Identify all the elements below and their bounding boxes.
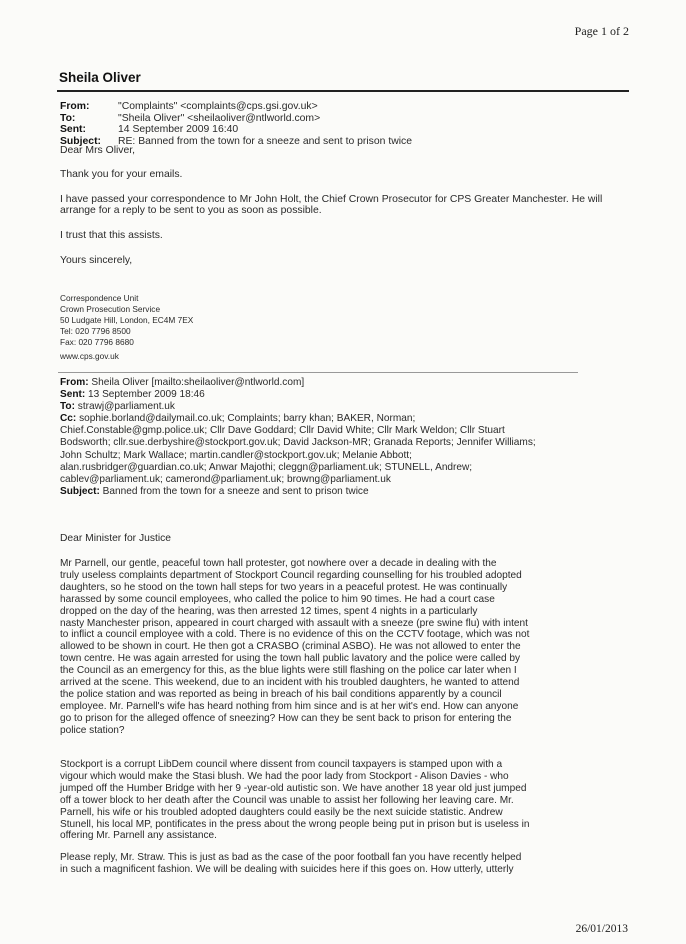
cc-line: sophie.borland@dailymail.co.uk; Complaints; barry khan; BAKER, Norman; <box>79 413 416 425</box>
from-value: "Complaints" <complaints@cps.gsi.gov.uk> <box>118 101 318 112</box>
original-from-row <box>60 377 536 389</box>
quoted-message-divider <box>58 372 578 373</box>
original-subject-value: Banned from the town for a sneeze and sent to prison twice <box>102 485 369 497</box>
sender-name: Sheila Oliver <box>59 70 141 85</box>
original-to-row <box>60 401 536 413</box>
signature-line: Correspondence Unit <box>60 293 139 303</box>
signature-line: Crown Prosecution Service <box>60 303 161 314</box>
text-line: go to prison for the alleged offence of sneezing? How can they be sent back to prison for entering the <box>60 712 512 724</box>
letter-paragraph-1 <box>60 558 640 737</box>
text-line: Stockport is a corrupt LibDem council where dissent from council taxpayers is stamped upon with a <box>60 759 503 770</box>
text-line: offering Mr. Parnell any assistance. <box>60 830 217 842</box>
letter-paragraph-2 <box>60 759 640 842</box>
subject-value: RE: Banned from the town for a sneeze and sent to prison twice <box>118 135 412 147</box>
text-line: Parnell, his wife or his troubled adopted daughters could easily be the next suicide statistic. Andrew <box>60 806 503 818</box>
signature-line: 50 Ludgate Hill, London, EC4M 7EX <box>60 314 194 325</box>
sent-label: Sent: <box>60 124 86 136</box>
to-row <box>60 113 412 125</box>
original-to-label: To: <box>60 401 75 413</box>
to-label: To: <box>60 112 76 124</box>
text-line: police station? <box>60 724 125 736</box>
reply-paragraph: I trust that this assists. <box>60 230 163 242</box>
sent-value: 14 September 2009 16:40 <box>118 124 239 136</box>
reply-signoff: Yours sincerely, <box>60 254 133 266</box>
original-cc-label: Cc: <box>60 413 77 425</box>
reply-greeting: Dear Mrs Oliver, <box>60 145 136 156</box>
cc-line: John Schultz; Mark Wallace; martin.candler@stockport.gov.uk; Melanie Abbott; <box>60 449 412 461</box>
original-sent-row <box>60 389 536 401</box>
cc-line: cablev@parliament.uk; camerond@parliament.uk; browng@parliament.uk <box>60 473 391 485</box>
text-line: nasty Manchester prison, appeared in court charged with assault with a sneeze (pre swine flu) with intent <box>60 617 528 629</box>
original-subject-row <box>60 486 536 498</box>
letter-greeting: Dear Minister for Justice <box>60 533 172 544</box>
cc-line: Bodsworth; cllr.sue.derbyshire@stockport.gov.uk; David Jackson-MR; Granada Reports; Jennifer Williams; <box>60 437 536 449</box>
original-cc-row <box>60 413 536 425</box>
text-line: jumped off the Humber Bridge with her 9 -year-old autistic son. We have another 18 year old just jumped <box>60 782 527 794</box>
text-line: vigour which would make the Stasi blush. We had the poor lady from Stockport - Alison Davies - who <box>60 770 509 782</box>
print-date: 26/01/2013 <box>575 923 628 935</box>
original-subject-label: Subject: <box>60 485 100 497</box>
text-line: Mr Parnell, our gentle, peaceful town hall protester, got nowhere over a decade in dealing with the <box>60 558 497 569</box>
text-line: truly useless complaints department of Stockport Council regarding counselling for his troubled adopted <box>60 569 522 581</box>
original-from-value: Sheila Oliver [mailto:sheilaoliver@ntlworld.com] <box>91 377 305 388</box>
reply-paragraph: Thank you for your emails. <box>60 168 183 180</box>
text-line: dropped on the day of the hearing, was then arrested 12 times, spent 4 nights in a particularly <box>60 605 478 617</box>
text-line: arrived at the scene. This weekend, due to an incident with his troubled daughters, he wanted to attend <box>60 677 520 689</box>
cc-line: Chief.Constable@gmp.police.uk; Cllr Dave Goddard; Cllr David White; Cllr Mark Weldon; Cllr Stuart <box>60 425 505 437</box>
text-line: employee. Mr. Parnell's wife has heard nothing from him since and is at her wit's end. How can anyone <box>60 700 519 712</box>
signature-block <box>60 293 193 361</box>
original-to-value: strawj@parliament.uk <box>77 401 175 413</box>
to-value: "Sheila Oliver" <sheilaoliver@ntlworld.com> <box>118 112 321 124</box>
original-from-label: From: <box>60 377 89 388</box>
signature-line: www.cps.gov.uk <box>60 350 119 361</box>
from-label: From: <box>60 101 90 112</box>
text-line: town centre. He was again arrested for using the town hall public lavatory and the police were called by <box>60 653 521 665</box>
reply-paragraph: I have passed your correspondence to Mr John Holt, the Chief Crown Prosecutor for CPS Greater Manchester. He will arrange for a reply to be sent to you as soon as possible. <box>60 193 603 217</box>
signature-line: Tel: 020 7796 8500 <box>60 325 131 336</box>
sent-row <box>60 124 412 136</box>
header-divider <box>57 90 629 92</box>
text-line: allowed to be shown in court. He then got a CRASBO (criminal ASBO). He was not allowed to enter the <box>60 641 521 653</box>
letter-paragraph-3 <box>60 852 640 876</box>
original-email-header <box>60 377 536 498</box>
text-line: Stunell, his local MP, pontificates in the press about the wrong people being put in prison but is useless in <box>60 818 530 830</box>
subject-label: Subject: <box>60 135 101 147</box>
signature-line: Fax: 020 7796 8680 <box>60 336 134 347</box>
cc-line: alan.rusbridger@guardian.co.uk; Anwar Majothi; cleggn@parliament.uk; STUNELL, Andrew; <box>60 461 473 473</box>
text-line: in such a magnificent fashion. We will be dealing with suicides here if this goes on. How utterly, utterly <box>60 863 514 875</box>
reply-body <box>60 145 635 280</box>
original-sent-label: Sent: <box>60 389 86 401</box>
reply-email-header <box>60 101 412 147</box>
text-line: the police station and was reported as being in breach of his bail conditions apparently by a council <box>60 688 502 700</box>
text-line: off a tower block to her death after the Council was unable to assist her following her leaving care. Mr. <box>60 794 514 806</box>
from-row <box>60 101 412 113</box>
page-number: Page 1 of 2 <box>574 24 629 38</box>
text-line: the Council as an emergency for this, as the blue lights were still flashing on the police car later when I <box>60 665 517 677</box>
text-line: to inflict a council employee with a cold. There is no evidence of this on the CCTV footage, which was not <box>60 629 530 641</box>
text-line: daughters, so he stood on the town hall steps for two years in a peaceful protest. He was continually <box>60 581 508 593</box>
original-sent-value: 13 September 2009 18:46 <box>88 389 205 401</box>
text-line: harassed by some council employees, who called the police to him 90 times. He had a court case <box>60 593 495 605</box>
text-line: Please reply, Mr. Straw. This is just as bad as the case of the poor football fan you have recently helped <box>60 852 522 863</box>
